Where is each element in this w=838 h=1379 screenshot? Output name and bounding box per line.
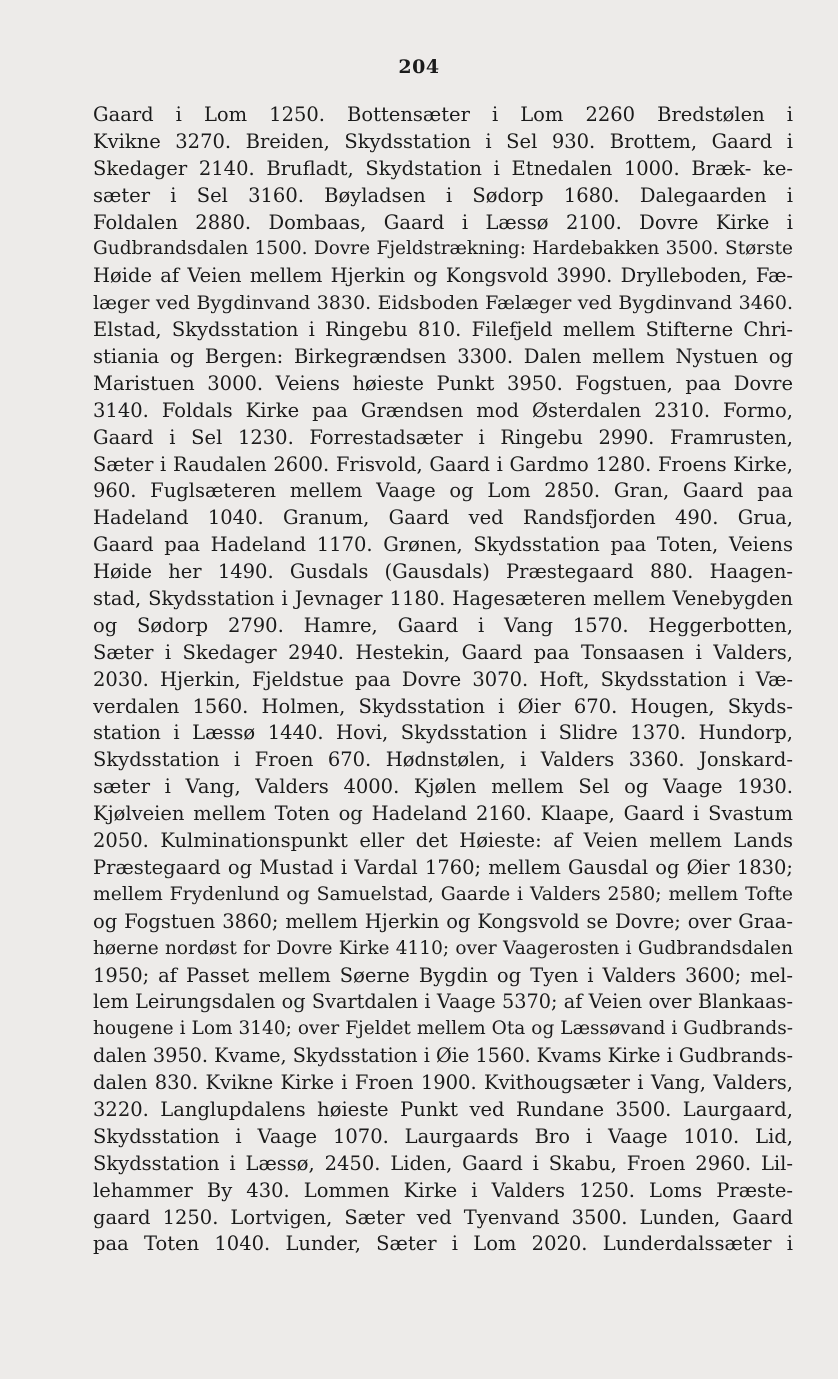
text-line: sæter i Sel 3160. Bøyladsen i Sødorp 1680. Dalegaarden i (93, 183, 793, 207)
text-line: høerne nordøst for Dovre Kirke 4110; over Vaagerosten i Gudbrandsdalen (93, 937, 793, 959)
text-line: stad, Skydsstation i Jevnager 1180. Hagesæteren mellem Venebygden (93, 587, 793, 611)
text-line: verdalen 1560. Holmen, Skydsstation i Øier 670. Hougen, Skyds- (93, 694, 793, 718)
text-line: Høide her 1490. Gusdals (Gausdals) Præstegaard 880. Haagen- (93, 560, 793, 584)
text-line: paa Toten 1040. Lunder, Sæter i Lom 2020. Lunderdalssæter i (93, 1232, 793, 1256)
text-line: Høide af Veien mellem Hjerkin og Kongsvold 3990. Drylleboden, Fæ- (93, 264, 793, 288)
text-line: hougene i Lom 3140; over Fjeldet mellem Ota og Læssøvand i Gudbrands- (93, 1018, 793, 1040)
text-line: Hadeland 1040. Granum, Gaard ved Randsfjorden 490. Grua, (93, 506, 793, 530)
text-line: 2050. Kulminationspunkt eller det Høieste: af Veien mellem Lands (93, 829, 793, 853)
text-line: Præstegaard og Mustad i Vardal 1760; mellem Gausdal og Øier 1830; (93, 855, 793, 879)
text-line: 1950; af Passet mellem Søerne Bygdin og Tyen i Valders 3600; mel- (93, 963, 793, 987)
text-line: Sæter i Raudalen 2600. Frisvold, Gaard i Gardmo 1280. Froens Kirke, (93, 452, 793, 476)
text-line: stiania og Bergen: Birkegrændsen 3300. Dalen mellem Nystuen og (93, 345, 793, 369)
text-line: Gudbrandsdalen 1500. Dovre Fjeldstrækning: Hardebakken 3500. Største (93, 238, 793, 260)
text-line: og Fogstuen 3860; mellem Hjerkin og Kongsvold se Dovre; over Graa- (93, 909, 793, 933)
text-line: lem Leirungsdalen og Svartdalen i Vaage 5370; af Veien over Blankaas- (93, 990, 793, 1014)
text-line: Skydsstation i Froen 670. Hødnstølen, i Valders 3360. Jonskard- (93, 748, 793, 772)
text-line: 3220. Langlupdalens høieste Punkt ved Rundane 3500. Laurgaard, (93, 1097, 793, 1121)
text-line: Elstad, Skydsstation i Ringebu 810. Filefjeld mellem Stifterne Chri- (93, 318, 793, 342)
text-line: lehammer By 430. Lommen Kirke i Valders 1250. Loms Præste- (93, 1178, 793, 1202)
text-line: mellem Frydenlund og Samuelstad, Gaarde i Valders 2580; mellem Tofte (93, 883, 793, 905)
text-line: Sæter i Skedager 2940. Hestekin, Gaard paa Tonsaasen i Valders, (93, 640, 793, 664)
text-line: Foldalen 2880. Dombaas, Gaard i Læssø 2100. Dovre Kirke i (93, 210, 793, 234)
text-line: Skydsstation i Læssø, 2450. Liden, Gaard i Skabu, Froen 2960. Lil- (93, 1151, 793, 1175)
text-line: læger ved Bygdinvand 3830. Eidsboden Fælæger ved Bygdinvand 3460. (93, 292, 793, 315)
page-number: 204 (398, 56, 440, 78)
text-line: 3140. Foldals Kirke paa Grændsen mod Østerdalen 2310. Formo, (93, 398, 793, 422)
text-line: Gaard paa Hadeland 1170. Grønen, Skydsstation paa Toten, Veiens (93, 533, 793, 557)
text-line: dalen 830. Kvikne Kirke i Froen 1900. Kvithougsæter i Vang, Valders, (93, 1071, 793, 1095)
text-line: Kvikne 3270. Breiden, Skydsstation i Sel 930. Brottem, Gaard i (93, 129, 793, 153)
text-line: Gaard i Sel 1230. Forrestadsæter i Ringebu 2990. Framrusten, (93, 425, 793, 449)
text-line: Skydsstation i Vaage 1070. Laurgaards Bro i Vaage 1010. Lid, (93, 1124, 793, 1148)
text-line: 960. Fuglsæteren mellem Vaage og Lom 2850. Gran, Gaard paa (93, 479, 793, 503)
text-line: gaard 1250. Lortvigen, Sæter ved Tyenvand 3500. Lunden, Gaard (93, 1205, 793, 1229)
text-line: station i Læssø 1440. Hovi, Skydsstation i Slidre 1370. Hundorp, (93, 721, 793, 745)
text-line: og Sødorp 2790. Hamre, Gaard i Vang 1570. Heggerbotten, (93, 613, 793, 637)
text-line: dalen 3950. Kvame, Skydsstation i Øie 1560. Kvams Kirke i Gudbrands- (93, 1044, 793, 1068)
text-line: 2030. Hjerkin, Fjeldstue paa Dovre 3070. Hoft, Skydsstation i Væ- (93, 667, 793, 691)
text-line: Kjølveien mellem Toten og Hadeland 2160. Klaape, Gaard i Svastum (93, 802, 793, 826)
text-line: Gaard i Lom 1250. Bottensæter i Lom 2260 Bredstølen i (93, 103, 793, 126)
text-line: Maristuen 3000. Veiens høieste Punkt 3950. Fogstuen, paa Dovre (93, 371, 793, 395)
gazetteer-text (93, 102, 793, 1258)
text-line: Skedager 2140. Brufladt, Skydstation i Etnedalen 1000. Bræk- ke- (93, 156, 793, 180)
text-line: sæter i Vang, Valders 4000. Kjølen mellem Sel og Vaage 1930. (93, 775, 793, 799)
